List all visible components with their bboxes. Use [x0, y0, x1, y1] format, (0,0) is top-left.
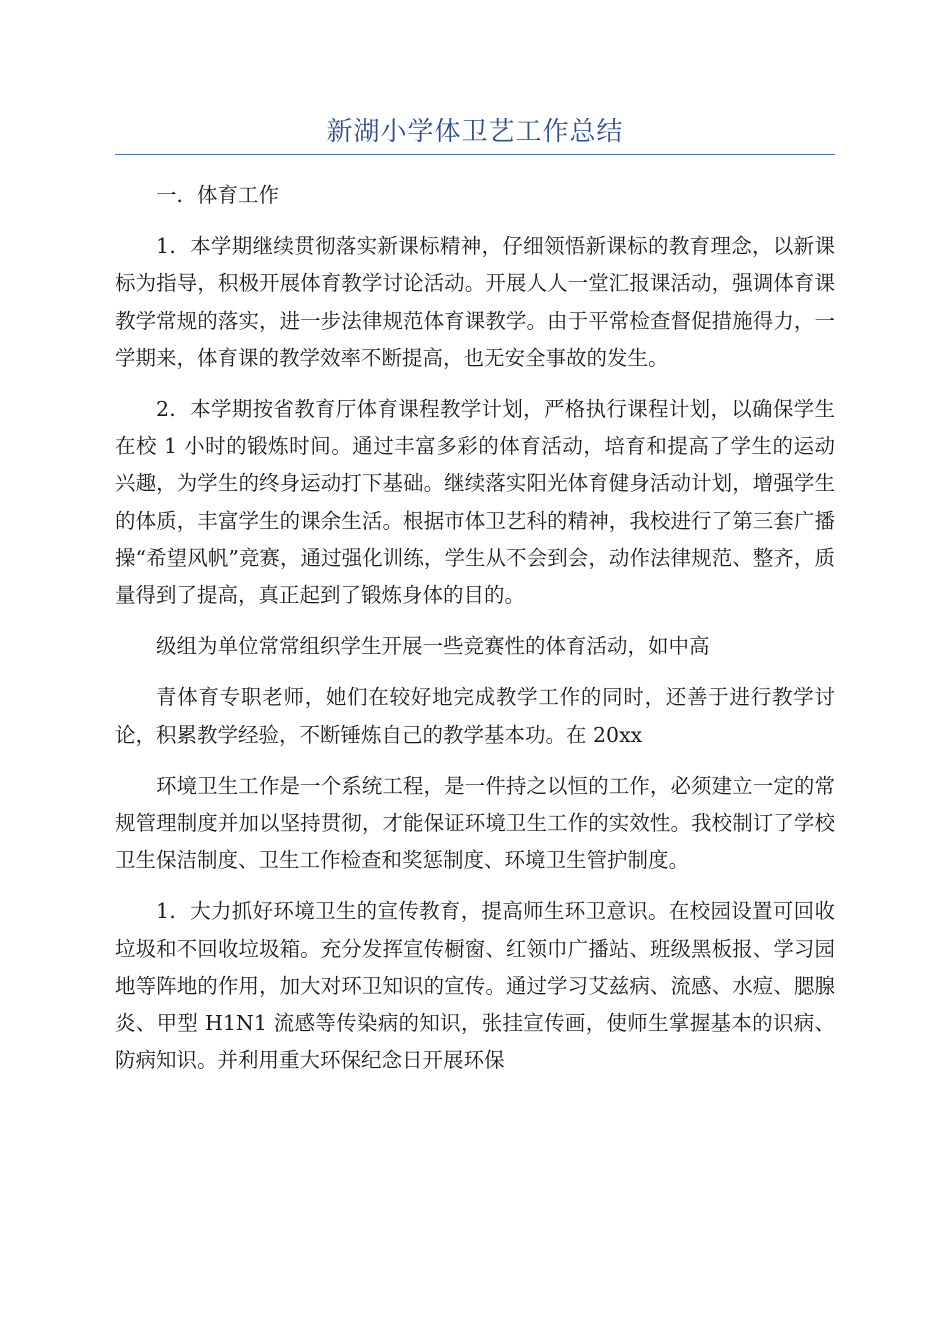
- title-underline: [115, 154, 835, 155]
- paragraph: 2．本学期按省教育厅体育课程教学计划，严格执行课程计划，以确保学生在校 1 小时的锻炼时间。通过丰富多彩的体育活动，培育和提高了学生的运动兴趣，为学生的终身运动打下基础。继续落实阳光体育健身活动计划，增强学生的体质，丰富学生的课余生活。根据市体卫艺科的精神，我校进行了第三套广播操“希望风帆”竞赛，通过强化训练，学生从不会到会，动作法律规范、整齐，质量得到了提高，真正起到了锻炼身体的目的。: [115, 397, 835, 608]
- paragraph: 1．本学期继续贯彻落实新课标精神，仔细领悟新课标的教育理念，以新课标为指导，积极开展体育教学讨论活动。开展人人一堂汇报课活动，强调体育课教学常规的落实，进一步法律规范体育课教学。由于平常检查督促措施得力，一学期来，体育课的教学效率不断提高，也无安全事故的发生。: [115, 234, 835, 370]
- section-heading-pe: 一．体育工作: [156, 183, 279, 207]
- paragraph: 环境卫生工作是一个系统工程，是一件持之以恒的工作，必须建立一定的常规管理制度并加以坚持贯彻，才能保证环境卫生工作的实效性。我校制订了学校卫生保洁制度、卫生工作检查和奖惩制度、环境卫生管护制度。: [115, 773, 835, 873]
- document-body: [115, 177, 835, 1093]
- paragraph: 级组为单位常常组织学生开展一些竞赛性的体育活动，如中高: [156, 634, 710, 659]
- paragraph: 1．大力抓好环境卫生的宣传教育，提高师生环卫意识。在校园设置可回收垃圾和不回收垃圾箱。充分发挥宣传橱窗、红领巾广播站、班级黑板报、学习园地等阵地的作用，加大对环卫知识的宣传。通过学习艾兹病、流感、水痘、腮腺炎、甲型 H1N1 流感等传染病的知识，张挂宣传画，使师生掌握基本的识病、防病知识。并利用重大环保纪念日开展环保: [115, 899, 835, 1073]
- paragraph: 青体育专职老师，她们在较好地完成教学工作的同时，还善于进行教学讨论，积累教学经验，不断锤炼自己的教学基本功。在 20xx: [115, 685, 835, 747]
- document-title: 新湖小学体卫艺工作总结: [326, 117, 624, 147]
